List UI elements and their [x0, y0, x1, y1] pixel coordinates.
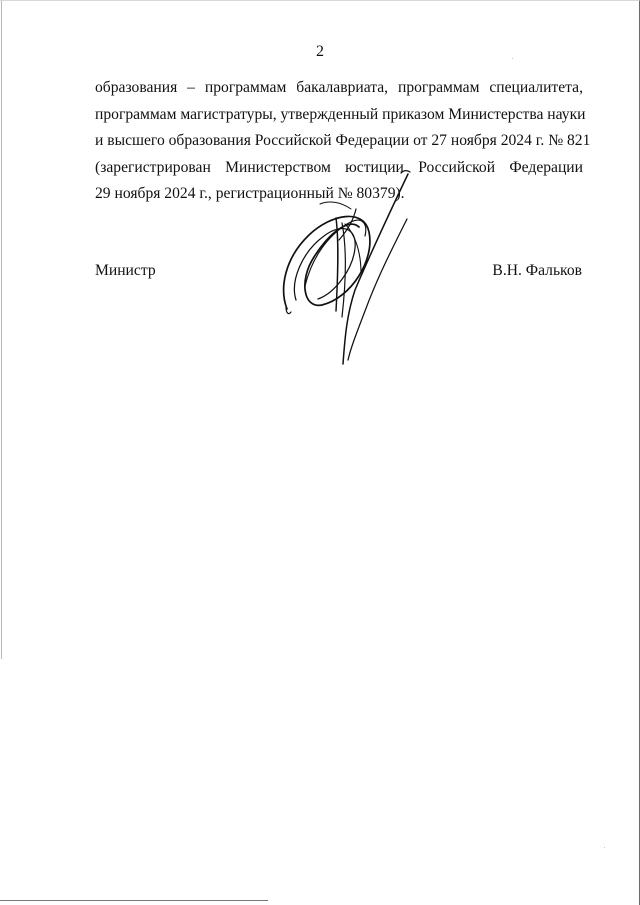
handwritten-signature — [275, 166, 425, 371]
scan-speck — [604, 847, 605, 848]
paragraph-line-2: программам магистратуры, утвержденный приказом Министерства науки — [95, 105, 586, 123]
paragraph-line-5: 29 ноября 2024 г., регистрационный № 80379). — [95, 185, 405, 202]
signer-title: Министр — [95, 262, 156, 279]
paragraph-line-3: и высшего образования Российской Федерации от 27 ноября 2024 г. № 821 — [95, 132, 591, 149]
paragraph-line-1: образования – программам бакалавриата, программам специалитета, — [95, 79, 583, 96]
page-number: 2 — [316, 43, 324, 60]
signer-name: В.Н. Фальков — [492, 262, 582, 279]
paragraph-line-4: (зарегистрирован Министерством юстиции Российской Федерации — [95, 158, 583, 176]
scan-edge-bottom — [0, 900, 268, 901]
scan-edge-left — [1, 1, 2, 659]
